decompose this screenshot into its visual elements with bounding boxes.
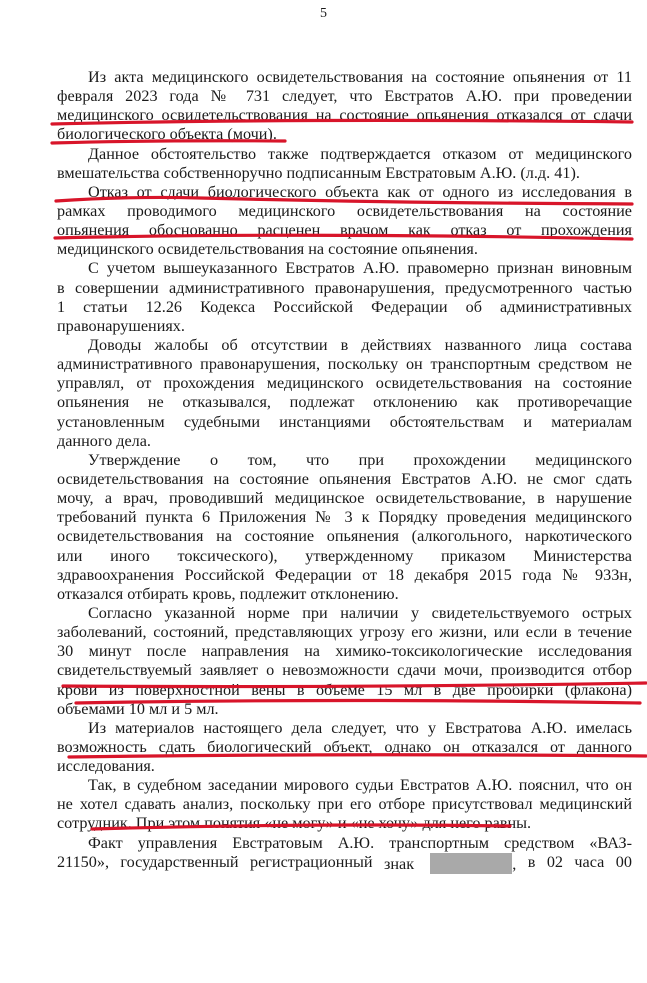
text-line: опьянения не отказывался, подлежат отклонению как противоречащие: [57, 393, 632, 412]
text-line: 1 статьи 12.26 Кодекса Российской Федерации об административных: [57, 297, 632, 316]
text-line: заболеваний, состояний, представляющих угрозу его жизни, или если в течение: [57, 623, 632, 642]
text-line: данного дела.: [57, 431, 151, 450]
text-line: медицинского освидетельствования на состояние опьянения.: [57, 240, 478, 259]
text-line: в совершении административного правонарушения, предусмотренного частью: [57, 278, 632, 297]
text-line: отказался отбирать кровь, подлежит отклонению.: [57, 584, 399, 603]
paragraph: [57, 719, 632, 776]
text-line: возможность сдать биологический объект, однако он отказался от данного: [57, 737, 632, 756]
text-line: Из акта медицинского освидетельствования на состояние опьянения от 11: [88, 68, 632, 86]
word: 02: [546, 852, 563, 871]
word: 00: [615, 852, 632, 871]
word: государственный: [120, 852, 239, 871]
text-line: Так, в судебном заседании мирового судьи Евстратов А.Ю. пояснил, что он: [88, 776, 632, 795]
text-line: Доводы жалобы об отсутствии в действиях названного лица состава: [88, 335, 632, 354]
text-line: [57, 853, 632, 874]
paragraph: [57, 145, 632, 183]
word: в: [527, 852, 536, 871]
paragraph: [57, 68, 632, 145]
text-line: объемами 10 мл и 5 мл.: [57, 699, 219, 718]
text-line: Отказ от сдачи биологического объекта как от одного из исследования в: [88, 182, 632, 201]
text-line: опьянения обоснованно расценен врачом как отказ от прохождения: [57, 221, 632, 240]
text-line: правонарушениях.: [57, 316, 185, 335]
text-line: свидетельствуемый заявляет о невозможности сдачи мочи, производится отбор: [57, 661, 632, 680]
paragraph: [57, 604, 632, 719]
text-line: не хотел сдавать анализ, поскольку при его отборе присутствовал медицинский: [57, 795, 632, 814]
document-body: [57, 68, 632, 874]
text-line: требований пункта 6 Приложения № 3 к Порядку проведения медицинского: [57, 508, 632, 527]
text-line: 30 минут после направления на химико-токсикологические исследования: [57, 642, 632, 661]
page-number: 5: [320, 6, 327, 21]
word: часа: [574, 852, 605, 871]
text-line: крови из поверхностной вены в объеме 15 мл в две пробирки (флакона): [57, 680, 632, 699]
paragraph: [57, 451, 632, 604]
paragraph: [57, 259, 632, 336]
paragraph: [57, 336, 632, 451]
text-line: мочу, а врач, проводивший медицинское освидетельствование, в нарушение: [57, 489, 632, 508]
text-line: освидетельствования на состояние опьянения (алкогольного, наркотического: [57, 527, 632, 546]
text-line: февраля 2023 года № 731 следует, что Евстратов А.Ю. при проведении: [57, 87, 632, 106]
text-line: С учетом вышеуказанного Евстратов А.Ю. правомерно признан виновным: [88, 259, 632, 278]
text-line: административного правонарушения, поскольку он транспортным средством не: [57, 355, 632, 374]
text-line: Согласно указанной норме при наличии у свидетельствуемого острых: [88, 603, 632, 622]
paragraph: [57, 183, 632, 260]
text-line: медицинского освидетельствования на состояние опьянения отказался от сдачи: [57, 106, 632, 125]
paragraph: [57, 776, 632, 833]
text-line: установленным судебными инстанциями обстоятельствам и материалам: [57, 412, 632, 431]
text-line: Данное обстоятельство также подтверждается отказом от медицинского: [88, 144, 632, 163]
paragraph: [57, 834, 632, 874]
text-line: здравоохранения Российской Федерации от 18 декабря 2015 года № 933н,: [57, 565, 632, 584]
text-line: или иного токсического), утвержденному приказом Министерства: [57, 546, 632, 565]
text-line: вмешательства собственноручно подписанным Евстратовым А.Ю. (л.д. 41).: [57, 163, 580, 182]
text-line: рамках проводимого медицинского освидетельствования на состояние: [57, 201, 632, 220]
text-line: освидетельствования на состояние опьянения Евстратов А.Ю. не смог сдать: [57, 469, 632, 488]
text-line: Факт управления Евстратовым А.Ю. транспортным средством «ВАЗ-: [88, 833, 632, 852]
text-line: управлял, от прохождения медицинского освидетельствования на состояние: [57, 374, 632, 393]
word: регистрационный: [249, 852, 373, 871]
redaction-box: [430, 853, 512, 874]
text-line: Утверждение о том, что при прохождении медицинского: [88, 450, 632, 469]
redacted-plate: знак ,: [384, 854, 517, 873]
text-line: сотрудник. При этом понятия «не могу» и «не хочу» для него равны.: [57, 814, 532, 833]
text-line: Из материалов настоящего дела следует, что у Евстратова А.Ю. имелась: [88, 718, 632, 737]
text-line: биологического объекта (мочи).: [57, 125, 277, 144]
word: 21150»,: [57, 852, 110, 871]
text-line: исследования.: [57, 757, 155, 776]
